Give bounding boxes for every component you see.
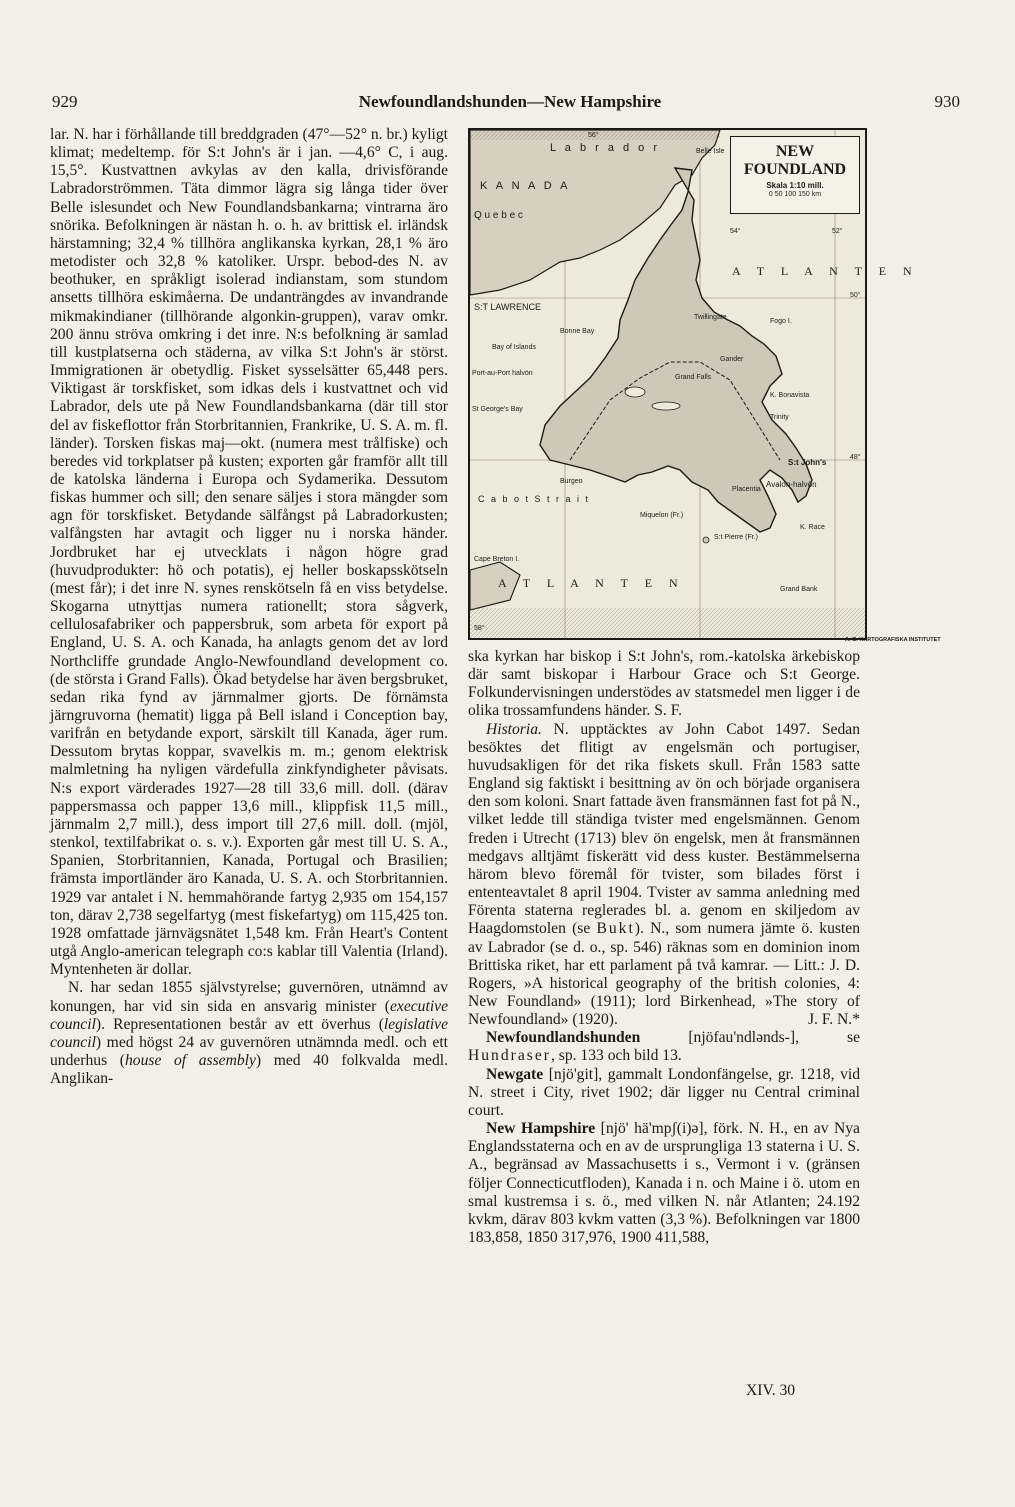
- map-label-deg-52: 52°: [832, 228, 843, 235]
- map-label-placentia: Placentia: [732, 486, 761, 493]
- map-label-deg-56: 56°: [588, 132, 599, 139]
- lake-red-indian: [652, 402, 680, 410]
- map-label-deg-54: 54°: [730, 228, 741, 235]
- map-label-atlanten-bottom: A T L A N T E N: [498, 576, 685, 590]
- map-label-deg-48: 48°: [850, 454, 861, 461]
- newfoundland-government-paragraph: [50, 979, 448, 1088]
- map-label-belle-isle: Belle Isle: [696, 148, 725, 155]
- map-legend: [730, 136, 860, 214]
- map-label-grand-bank: Grand Bank: [780, 586, 818, 593]
- map-label-kanada: K A N A D A: [480, 180, 571, 192]
- map-bottom-strip: [470, 608, 865, 638]
- map-label-grand-falls: Grand Falls: [675, 374, 712, 381]
- page-header: [50, 92, 970, 118]
- map-label-port-au-port: Port-au-Port halvön: [472, 370, 533, 377]
- map-label-bonne-bay: Bonne Bay: [560, 328, 595, 335]
- history-label: Historia.: [486, 720, 542, 738]
- author-signature: J. F. N.*: [807, 1011, 860, 1029]
- entry-newfoundlandshunden-tail: , sp. 133 och bild 13.: [550, 1047, 682, 1065]
- gov-term-house-of-assembly: house of assembly: [124, 1051, 256, 1069]
- st-pierre-island: [703, 537, 709, 543]
- map-label-cape-breton: Cape Breton I.: [474, 556, 520, 563]
- entry-newfoundlandshunden: [468, 1029, 860, 1065]
- map-label-st-georges: St George's Bay: [472, 406, 523, 413]
- map-label-quebec: Q u e b e c: [474, 210, 523, 221]
- map-label-st-lawrence: S:T LAWRENCE: [474, 302, 542, 312]
- history-text: N. upptäcktes av John Cabot 1497. Sedan besöktes det flitigt av engelsmän och portugiser, huvudsakligen för det rika fiskets skull. Från 1583 satte England sig faktiskt i besittning av ön och började organisera den som koloni. Snart fattade även fransmännen fast fot på N., vilket ledde till ständiga tvister med engelsmännen. Genom freden i Utrecht (1713) blev ön engelsk, men åt fransmännen medgavs alltjämt fiskerätt vid dess kuster. Bestämmelserna härom blevo föremål för tvister, som bilades först i ententeavtalet 8 april 1904. Tvister av samma anledning med Förenta staterna reglerades bl. a. genom en skiljedom av Haagdomstolen (se: [468, 720, 860, 938]
- running-title: Newfoundlandshunden—New Hampshire: [358, 92, 662, 111]
- page-number-right: 930: [934, 92, 960, 111]
- map-label-bay-of-islands: Bay of Islands: [492, 344, 536, 351]
- entry-new-hampshire-head: New Hampshire: [486, 1120, 596, 1138]
- map-label-burgeo: Burgeo: [560, 478, 583, 485]
- map-credit: A.-B. KARTOGRAFISKA INSTITUTET: [845, 637, 941, 643]
- map-label-cape-race: K. Race: [800, 524, 825, 531]
- gov-term-executive-council: executive council: [50, 997, 448, 1033]
- map-label-atlanten-top: A T L A N T E N: [732, 264, 919, 278]
- newfoundland-climate-economy-paragraph: lar. N. har i förhållande till breddgraden (47°—52° n. br.) kyligt klimat; medeltemp. för S:t John's är i jan. —4,6° C, i aug. 15,5°. Kustvattnen avkylas av den kalla, drivisförande Labradorströmmen. Täta dimmor lägra sig långa tider över Belle islesundet och New Foundlandsbankarna; vintrarna äro snörika. Befolkningen är nästan h. o. h. av brittisk el. irländsk härstamning; 32,4 % tillhöra anglikanska kyrkan, 28,1 % äro metodister och 32,8 % katoliker. Urspr. bebod-des N. av beothuker, en språkligt isolerad indianstam, som stundom ansetts tillhöra eskimåerna. De undanträngdes av invandrande mikmakindianer (tillhörande algonkin-gruppen), varav omkr. 200 ännu ströva omkring i det inre. N:s befolkning är samlad till kustplatserna och städerna, av vilka S:t John's är störst. Immigrationen är obetydlig. Fisket sysselsätter 65,448 pers. Viktigast är torskfisket, som idkas dels i kustvattnet och vid Labrador, dels ute på New Foundlandsbankarna (där till stor del av fiskeflottor från Storbritannien, Frankrike, U. S. A. m. fl. länder). Torsken fiskas maj—okt. (numera mest trålfiske) och beredes vid torkplatser på kusten; exporten går framför allt till de katolska länderna i Europa och Sydamerika. Dessutom fiskas hummer och sill; den senare säljes i stora mängder som agn för torskfisket. Betydande sälfångst på Labradorkusten; valfångsten har avtagit och ligger nu i norska händer. Jordbruket har ej utvecklats i någon högre grad (huvudprodukter: hö och potatis), ej heller boskapsskötseln (mest får); i det inre N. synes renskötseln få en viss betydelse. Skogarna utnyttjas numera rationellt; stora sågverk, cellulosafabriker och pappersbruk, som arbeta för export på England, U. S. A. och Kanada, ha anlagts genom det av lord Northcliffe grundade Anglo-Newfoundland development co. (de största i Grand Falls). Ökad betydelse har även bergsbruket, sedan rika fynd av järnmalmer gjorts. De förnämsta järngruvorna (hematit) ligga på Bell island i Conception bay, varifrån en betydande export, särskilt till Kanada, äger rum. Dessutom brytas koppar, svavelkis m. m.; genom elektrisk malmletning ha nyligen värdefulla zinkfyndigheter påvisats. N:s export värderades 1927—28 till 33,6 mill. doll. (därav pappersmassa och papper 13,6 mill., klippfisk 11,5 mill., järnmalm 2,7 mill.), dess import till 27,6 mill. doll. (mjöl, stenkol, textilfabrikat o. s. v.). Exporten går mest till U. S. A., Spanien, Storbritannien, Kanada, Portugal och Brasilien; främsta importländer äro Kanada, U. S. A. och Storbritannien. 1929 var antalet i N. hemmahörande fartyg 2,935 om 154,157 ton, därav 2,738 segelfartyg (mest fiskefartyg) om 115,425 ton. 1928 omfattade järnvägsnätet 1,548 km. Från Heart's Content utgå Anglo-american telegraph co:s kablar till Valentia (Irland). Myntenheten är dollar.: [50, 126, 448, 979]
- gov-text-3: ) med högst 24 av guvernören utnämnda medl. och ett underhus (: [50, 1033, 448, 1069]
- map-label-fogo: Fogo I.: [770, 318, 792, 325]
- map-label-gander: Gander: [720, 356, 744, 363]
- map-title: NEW FOUNDLAND: [743, 143, 847, 178]
- history-paragraph: [468, 721, 860, 1030]
- left-column: [50, 126, 448, 1088]
- church-paragraph: ska kyrkan har biskop i S:t John's, rom.-katolska ärkebiskop där samt biskopar i Harbour Grace och S:t George. Folkundervisningen understödes av statsmedel men ligger i de olika trossamfundens händer. S. F.: [468, 648, 860, 720]
- map-label-bonavista: K. Bonavista: [770, 392, 810, 399]
- gov-text-2: ). Representationen består av ett överhus (: [95, 1015, 384, 1033]
- volume-signature: XIV. 30: [746, 1382, 796, 1399]
- entry-new-hampshire: [468, 1120, 860, 1247]
- history-text-2: ). N., som numera jämte ö. kusten av Labrador (se d. o., sp. 546) räknas som en dominion inom Brittiska riket, har ett parlament på två kamrar. — Litt.: J. D. Rogers, »A historical geography of the british colonies, 4: New Foundland» (1911); lord Birkenhead, »The story of Newfoundland» (1920).: [468, 920, 860, 1029]
- entry-new-hampshire-text: [njö' hä'mpʃ(i)ə], förk. N. H., en av Nya Englandsstaterna och en av de ursprungliga 13 staterna i U. S. A., begränsad av Massachusetts i s., Vermont i v. (gränsen följer Connecticutfloden), Kanada i n. och Maine i ö. utom en smal kustremsa i s. ö., med vilken N. når Atlanten; 24.192 kvkm, därav 803 kvkm vatten (3,3 %). Befolkningen var 1800 183,858, 1850 317,976, 1900 411,588,: [468, 1120, 860, 1246]
- map-label-trinity: Trinity: [770, 414, 789, 421]
- map-label-deg-50: 50°: [850, 292, 861, 299]
- entry-newgate-text: [njö'git], gammalt Londonfängelse, gr. 1218, vid N. street i City, rivet 1902; där ligger nu Central criminal court.: [468, 1065, 860, 1119]
- map-label-st-johns: S:t John's: [788, 458, 827, 467]
- map-scale: Skala 1:10 mill.: [766, 181, 824, 190]
- map-label-miquelon: Miquelon (Fr.): [640, 512, 684, 519]
- lake-grand: [625, 387, 645, 397]
- newfoundland-map: [468, 128, 919, 640]
- gov-term-legislative-council: legislative council: [50, 1015, 448, 1051]
- map-label-deg-58: 58°: [474, 625, 485, 632]
- gov-text-4: ) med 40 folkvalda medl. Anglikan-: [50, 1051, 448, 1088]
- map-label-twillingate: Twillingate: [694, 314, 727, 321]
- map-scale-ticks: 0 50 100 150 km: [768, 191, 822, 198]
- map-label-labrador: L a b r a d o r: [550, 142, 661, 154]
- page-number-left: 929: [52, 92, 78, 111]
- entry-newfoundlandshunden-pron: [njöfau'ndlənds-], se: [640, 1029, 860, 1047]
- entry-newgate: [468, 1066, 860, 1120]
- entry-newfoundlandshunden-head: Newfoundlandshunden: [486, 1029, 641, 1047]
- map-label-cabot-strait: C a b o t S t r a i t: [478, 494, 591, 504]
- hundraser-reference: Hundraser: [468, 1047, 551, 1065]
- map-label-st-pierre: S:t Pierre (Fr.): [714, 534, 758, 541]
- bukt-reference: Bukt: [596, 920, 635, 938]
- entry-newgate-head: Newgate: [486, 1065, 544, 1083]
- gov-text-1: N. har sedan 1855 självstyrelse; guvernören, utnämnd av konungen, har vid sin sida en ansvarig minister (: [50, 979, 448, 1015]
- map-label-avalon: Avalon-halvön: [766, 480, 817, 489]
- right-column: [468, 648, 860, 1247]
